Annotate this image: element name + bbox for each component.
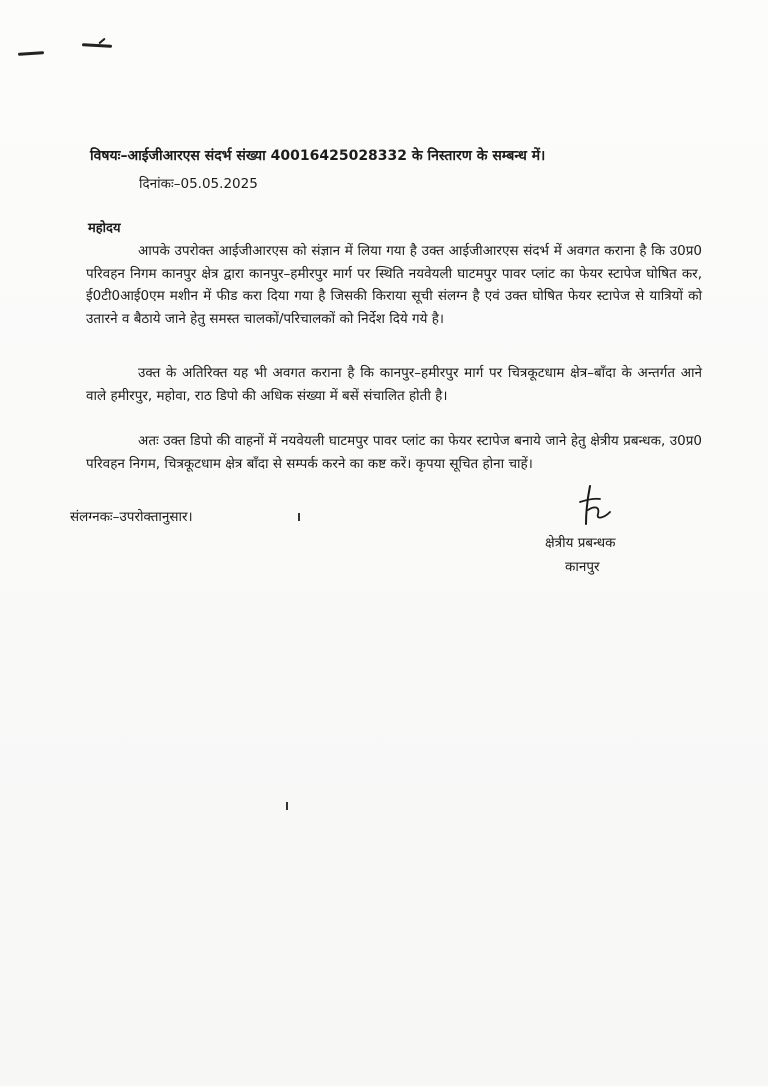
scan-mark: [286, 802, 288, 810]
paragraph-2-text: उक्त के अतिरिक्त यह भी अवगत कराना है कि कानपुर–हमीरपुर मार्ग पर चित्रकूटधाम क्षेत्र–बाँदा के अन्तर्गत आने वाले हमीरपुर, महोवा, राठ डिपो की अधिक संख्या में बसें संचालित होती है।: [86, 365, 702, 404]
scan-mark: [82, 43, 112, 48]
salutation: महोदय: [88, 221, 121, 236]
paragraph-2: [86, 362, 702, 407]
handwritten-signature-icon: [574, 484, 614, 528]
letter-subject: विषयः–आईजीआरएस संदर्भ संख्या 40016425028332 के निस्तारण के सम्बन्ध में।: [90, 148, 546, 164]
paragraph-3: [86, 430, 702, 475]
paragraph-1-text: आपके उपरोक्त आईजीआरएस को संज्ञान में लिया गया है उक्त आईजीआरएस संदर्भ में अवगत कराना है कि उ0प्र0 परिवहन निगम कानपुर क्षेत्र द्वारा कानपुर–हमीरपुर मार्ग पर स्थिति नयवेयली घाटमपुर पावर प्लांट का फेयर स्टापेज घोषित कर, ई0टी0आई0एम मशीन में फीड करा दिया गया है जिसकी किराया सूची संलग्न है एवं उक्त घोषित फेयर स्टापेज से यात्रियों को उतारने व बैठाये जाने हेतु समस्त चालकों/परिचालकों को निर्देश दिये गये है।: [86, 243, 702, 327]
scan-mark: [298, 513, 300, 521]
letter-date: [139, 174, 258, 192]
signatory-place: कानपुर: [565, 559, 600, 575]
paragraph-3-text: अतः उक्त डिपो की वाहनों में नयवेयली घाटमपुर पावर प्लांट का फेयर स्टापेज बनाये जाने हेतु क्षेत्रीय प्रबन्धक, उ0प्र0 परिवहन निगम, चित्रकूटधाम क्षेत्र बाँदा से सम्पर्क करने का कष्ट करें। कृपया सूचित होना चाहें।: [86, 433, 702, 472]
signatory-title: क्षेत्रीय प्रबन्धक: [545, 535, 616, 551]
date-label: दिनांकः–: [139, 176, 181, 192]
enclosure-note: संलग्नकः–उपरोक्तानुसार।: [70, 509, 193, 525]
date-value: 05.05.2025: [180, 176, 258, 192]
scan-mark: [18, 51, 44, 56]
paragraph-1: [86, 240, 702, 330]
